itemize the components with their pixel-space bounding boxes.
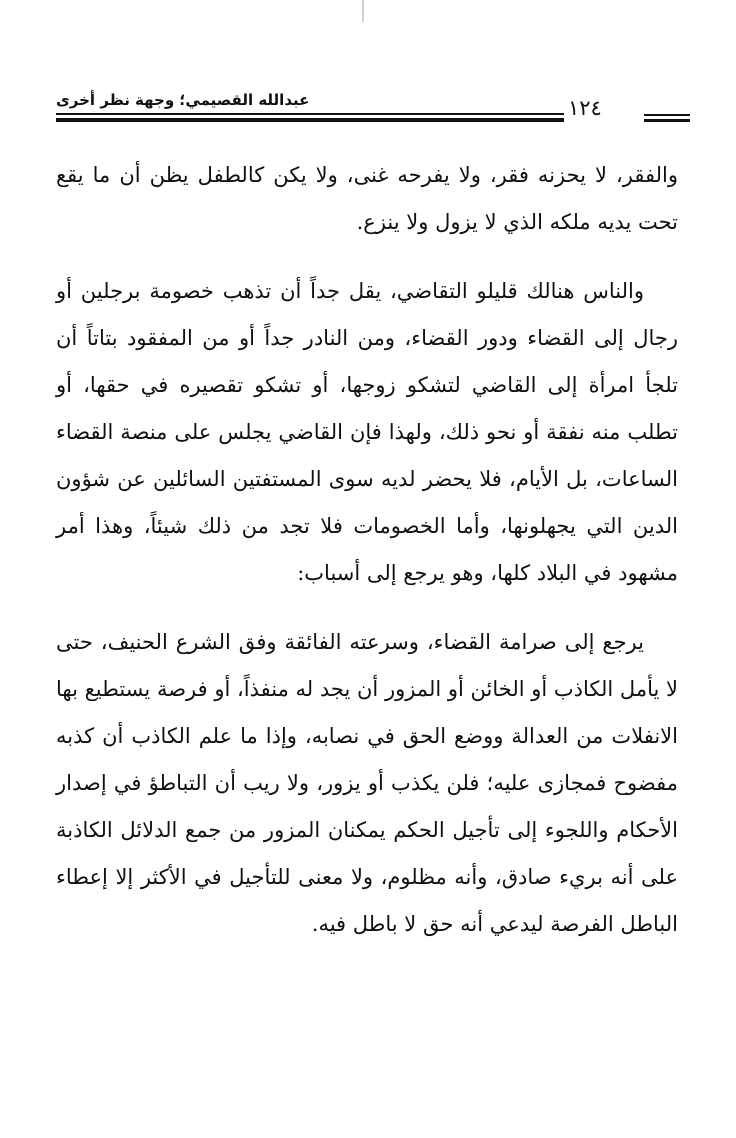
paragraph: والناس هنالك قليلو التقاضي، يقل جداً أن تذهب خصومة برجلين أو رجال إلى القضاء ودور القضاء، ومن النادر جداً أو من المفقود بتاتاً أن تلجأ امرأة إلى القاضي لتشكو زوجها، أو تشكو تقصيره في حقها، أو تطلب منه نفقة أو نحو ذلك، ولهذا فإن القاضي يجلس على منصة القضاء الساعات، بل الأيام، فلا يحضر لديه سوى المستفتين السائلين عن شؤون الدين التي يجهلونها، وأما الخصومات فلا تجد من ذلك شيئاً، وهذا أمر مشهود في البلاد كلها، وهو يرجع إلى أسباب: bbox=[56, 279, 678, 585]
running-title: عبدالله القصيمي؛ وجهة نظر أخرى bbox=[56, 91, 310, 109]
header-rule-thick bbox=[56, 118, 564, 122]
scan-edge-mark bbox=[362, 0, 364, 22]
header-rule-thin bbox=[56, 113, 564, 115]
page-header bbox=[40, 90, 696, 130]
body-text bbox=[56, 152, 678, 970]
page-number-rule-thick bbox=[644, 119, 690, 122]
paragraph-continuation: والفقر، لا يحزنه فقر، ولا يفرحه غنى، ولا يكن كالطفل يظن أن ما يقع تحت يديه ملكه الذي لا يزول ولا ينزع. bbox=[56, 163, 678, 234]
page-number-rule-thin bbox=[644, 114, 690, 116]
paragraph: يرجع إلى صرامة القضاء، وسرعته الفائقة وفق الشرع الحنيف، حتى لا يأمل الكاذب أو الخائن أو المزور أن يجد له منفذاً، أو فرصة يستطيع بها الانفلات من العدالة ووضع الحق في نصابه، وإذا ما علم الكاذب أن كذبه مفضوح فمجازى عليه؛ فلن يكذب أو يزور، ولا ريب أن التباطؤ في إصدار الأحكام واللجوء إلى تأجيل الحكم يمكنان المزور من جمع الدلائل الكاذبة على أنه بريء صادق، وأنه مظلوم، ولا معنى للتأجيل في الأكثر إلا إعطاء الباطل الفرصة ليدعي أنه حق لا باطل فيه. bbox=[56, 630, 678, 936]
page-number: ١٢٤ bbox=[568, 96, 602, 120]
